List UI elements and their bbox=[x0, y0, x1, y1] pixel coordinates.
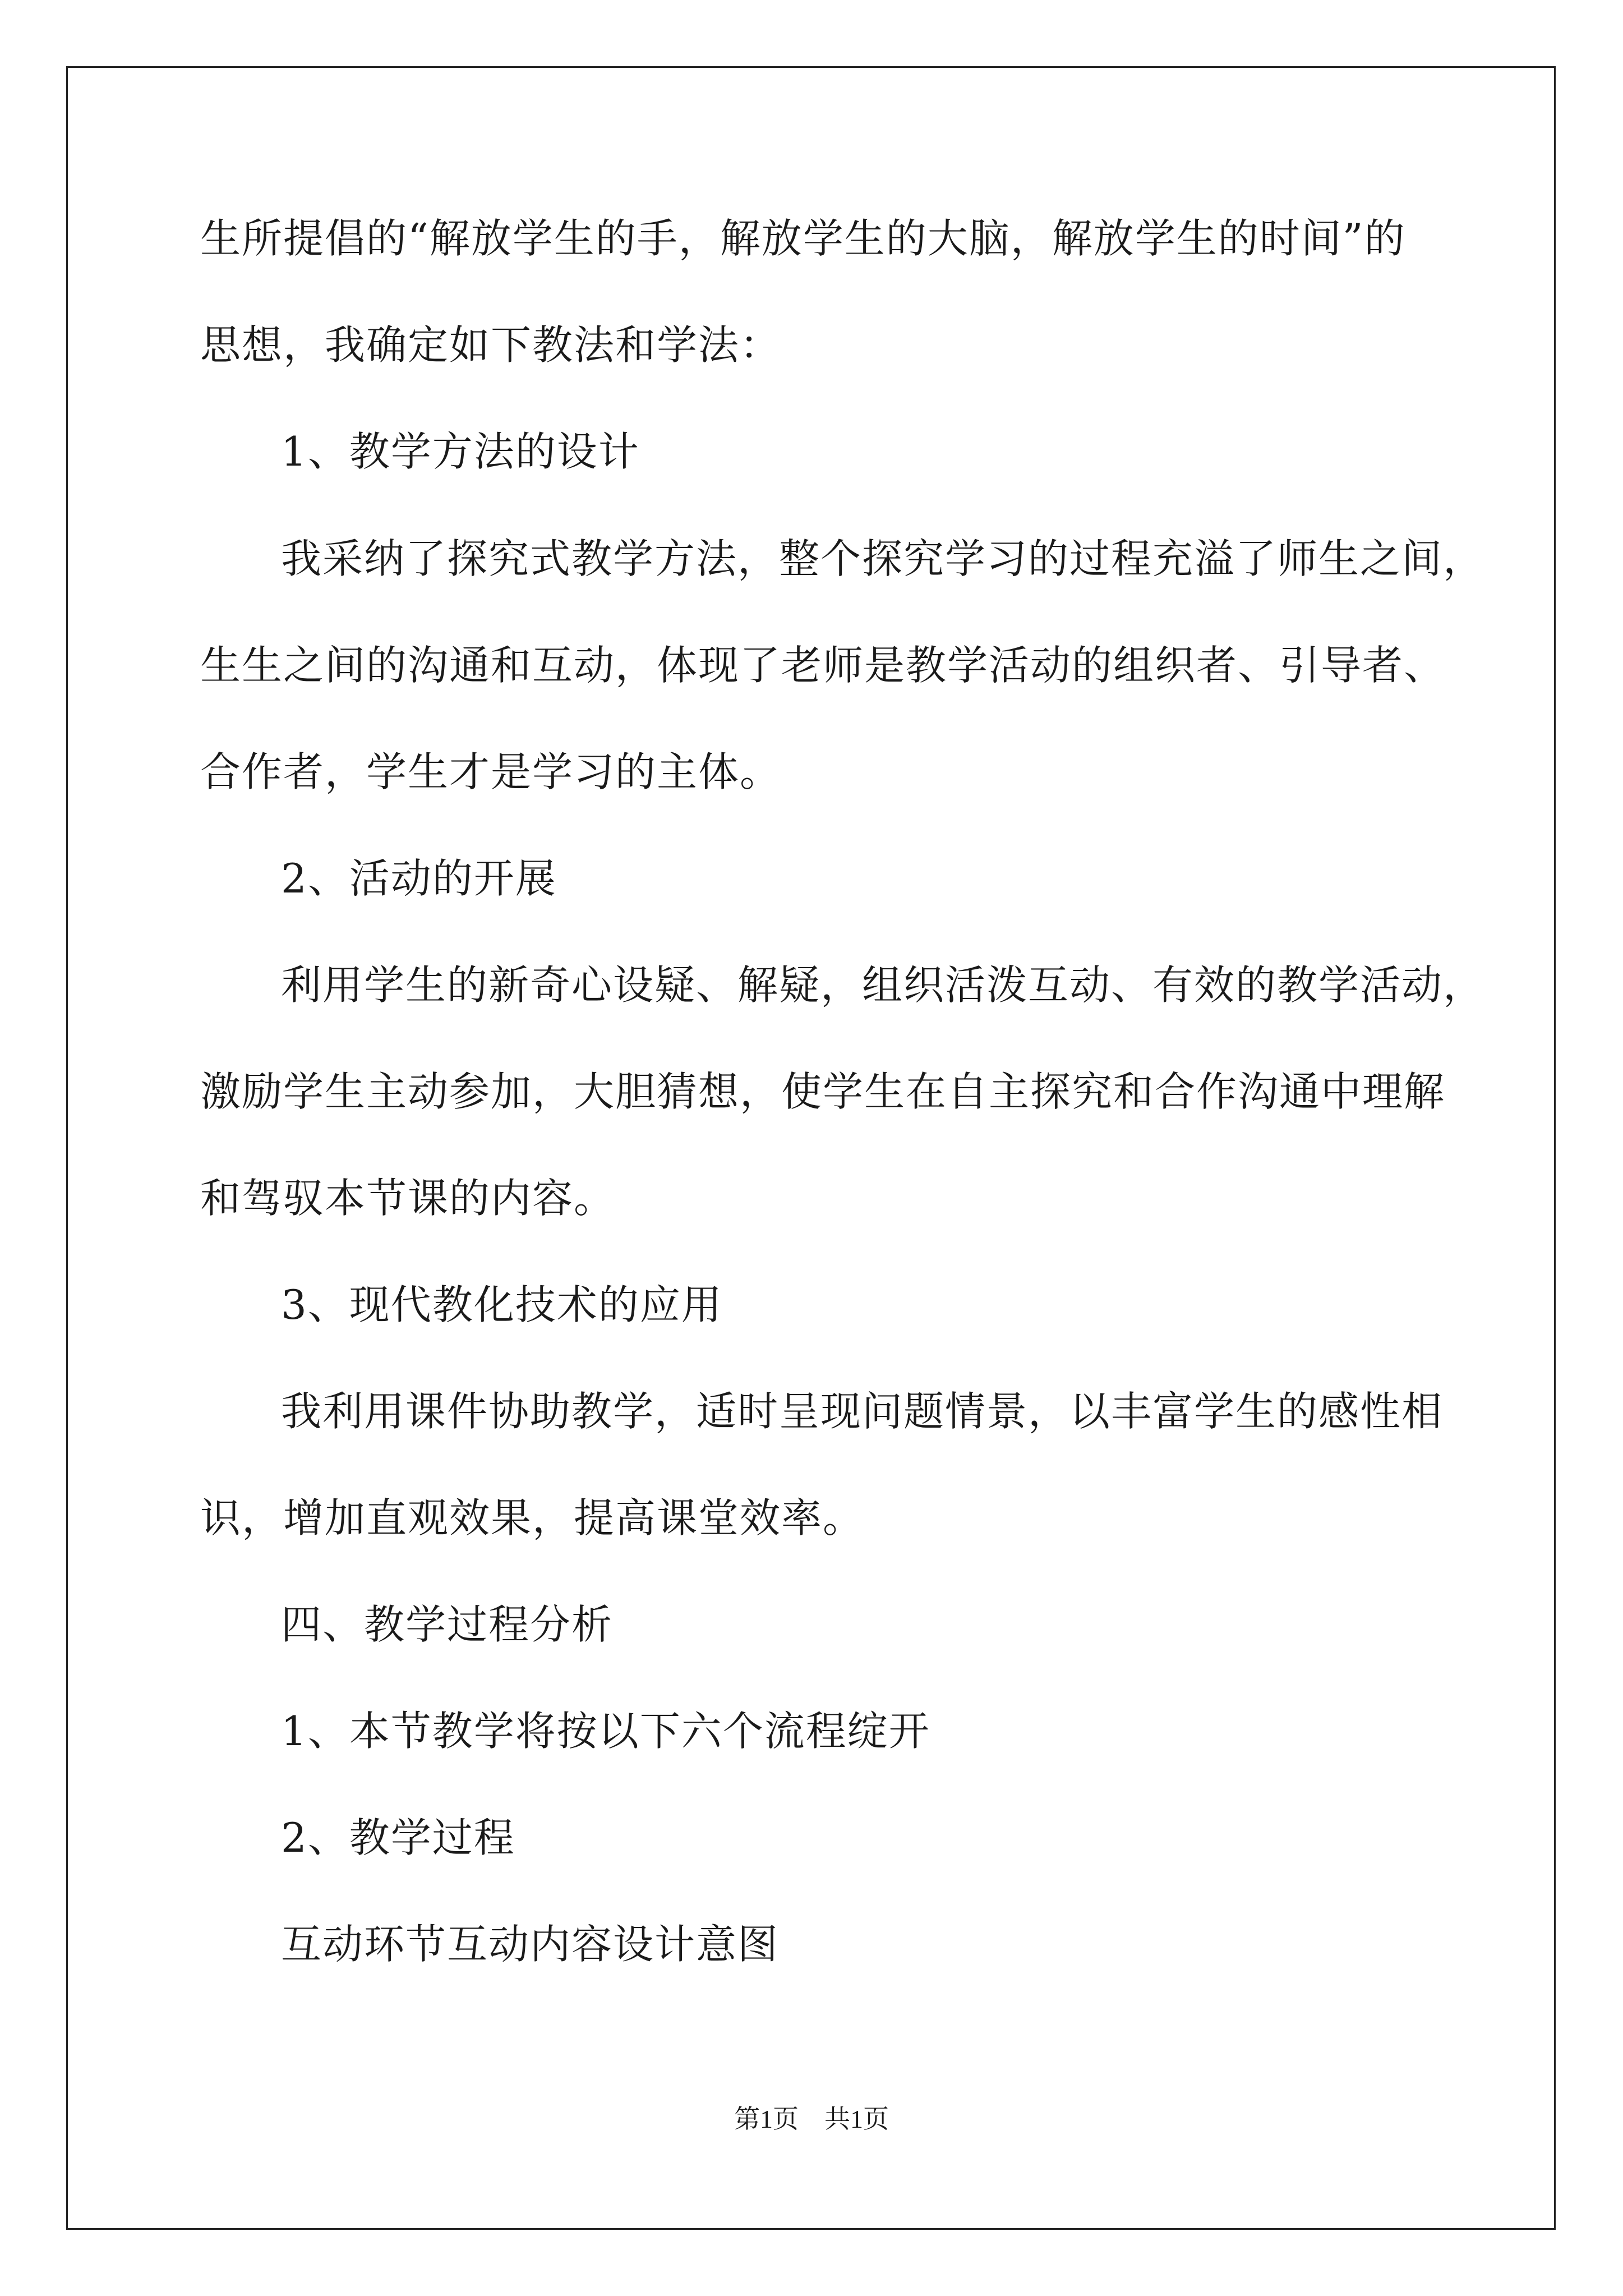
paragraph-line: 合作者，学生才是学习的主体。 bbox=[200, 748, 782, 795]
page-footer bbox=[0, 2102, 1623, 2136]
page-number: 第1页 bbox=[734, 2105, 799, 2133]
paragraph-line: 和驾驭本节课的内容。 bbox=[200, 1175, 616, 1222]
section-heading: 2、活动的开展 bbox=[281, 855, 557, 902]
paragraph-line: 我利用课件协助教学，适时呈现问题情景，以丰富学生的感性相 bbox=[281, 1388, 1444, 1435]
paragraph-line: 互动环节互动内容设计意图 bbox=[281, 1921, 780, 1968]
paragraph-line: 我采纳了探究式教学方法，整个探究学习的过程充溢了师生之间， bbox=[281, 535, 1485, 582]
section-heading: 3、现代教化技术的应用 bbox=[281, 1281, 723, 1328]
paragraph-line: 思想，我确定如下教法和学法： bbox=[200, 321, 782, 369]
paragraph-line: 生所提倡的“解放学生的手，解放学生的大脑，解放学生的时间”的 bbox=[200, 215, 1406, 262]
paragraph-line: 生生之间的沟通和互动，体现了老师是教学活动的组织者、引导者、 bbox=[200, 642, 1446, 689]
section-heading: 2、教学过程 bbox=[281, 1814, 515, 1861]
paragraph-line: 激励学生主动参加，大胆猜想，使学生在自主探究和合作沟通中理解 bbox=[200, 1068, 1446, 1115]
page-border bbox=[66, 66, 1556, 2230]
page-total: 共1页 bbox=[824, 2105, 889, 2133]
section-heading: 1、教学方法的设计 bbox=[281, 428, 640, 475]
paragraph-line: 识，增加直观效果，提高课堂效率。 bbox=[200, 1494, 865, 1542]
section-heading: 1、本节教学将按以下六个流程绽开 bbox=[281, 1708, 930, 1755]
section-heading: 四、教学过程分析 bbox=[281, 1601, 614, 1648]
paragraph-line: 利用学生的新奇心设疑、解疑，组织活泼互动、有效的教学活动， bbox=[281, 961, 1485, 1009]
